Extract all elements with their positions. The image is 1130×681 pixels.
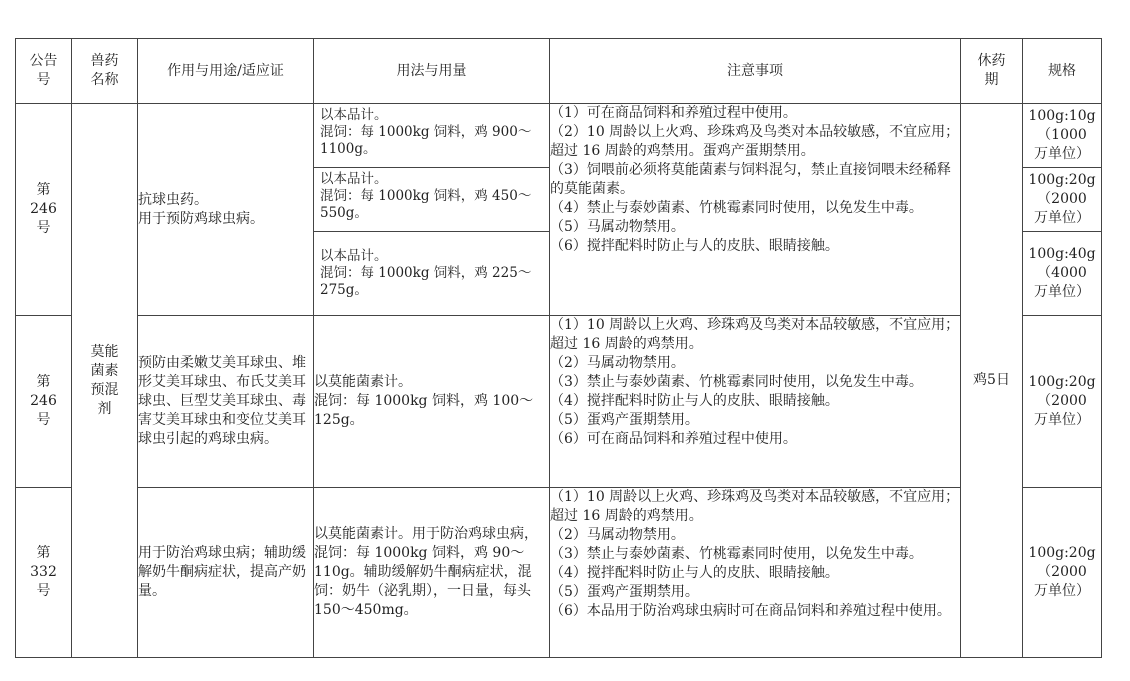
header-drug-name: 兽药 名称 bbox=[72, 39, 138, 104]
precautions-cell: （1）10 周龄以上火鸡、珍珠鸡及鸟类对本品较敏感，不宜应用；超过 16 周龄的鸡禁用。 （2）马属动物禁用。 （3）禁止与泰妙菌素、竹桃霉素同时使用，以免发生中毒。 （4）搅拌配料时防止与人的皮肤、眼睛接触。 （5）蛋鸡产蛋期禁用。 （6）可在商品饲料和养殖过程中使用。 bbox=[550, 316, 961, 488]
indication-cell: 预防由柔嫩艾美耳球虫、堆形艾美耳球虫、布氏艾美耳球虫、巨型艾美耳球虫、毒害艾美耳球虫和变位艾美耳球虫引起的鸡球虫病。 bbox=[138, 316, 314, 488]
dosage-cell: 以本品计。 混饲：每 1000kg 饲料，鸡 225～275g。 bbox=[314, 232, 550, 316]
header-dosage: 用法与用量 bbox=[314, 39, 550, 104]
announcement-cell: 第 332 号 bbox=[16, 488, 72, 658]
dosage-cell: 以莫能菌素计。用于防治鸡球虫病，混饲：每 1000kg 饲料，鸡 90～110g。辅助缓解奶牛酮病症状，混饲：奶牛（泌乳期），一日量，每头 150～450mg。 bbox=[314, 488, 550, 658]
dosage-cell: 以本品计。 混饲：每 1000kg 饲料，鸡 450～550g。 bbox=[314, 168, 550, 232]
precautions-cell: （1）10 周龄以上火鸡、珍珠鸡及鸟类对本品较敏感，不宜应用；超过 16 周龄的鸡禁用。 （2）马属动物禁用。 （3）禁止与泰妙菌素、竹桃霉素同时使用，以免发生中毒。 （4）搅拌配料时防止与人的皮肤、眼睛接触。 （5）蛋鸡产蛋期禁用。 （6）本品用于防治鸡球虫病时可在商品饲料和养殖过程中使用。 bbox=[550, 488, 961, 658]
header-withdrawal: 休药 期 bbox=[961, 39, 1023, 104]
spec-cell: 100g:20g （2000 万单位） bbox=[1023, 316, 1102, 488]
header-specification: 规格 bbox=[1023, 39, 1102, 104]
withdrawal-cell: 鸡5日 bbox=[961, 104, 1023, 658]
announcement-cell: 第 246 号 bbox=[16, 316, 72, 488]
indication-cell: 用于防治鸡球虫病；辅助缓解奶牛酮病症状，提高产奶量。 bbox=[138, 488, 314, 658]
table-row bbox=[16, 316, 1102, 488]
precautions-cell: （1）可在商品饲料和养殖过程中使用。 （2）10 周龄以上火鸡、珍珠鸡及鸟类对本品较敏感，不宜应用；超过 16 周龄的鸡禁用。蛋鸡产蛋期禁用。 （3）饲喂前必须将莫能菌素与饲料混匀，禁止直接饲喂未经稀释的莫能菌素。 （4）禁止与泰妙菌素、竹桃霉素同时使用，以免发生中毒。 （5）马属动物禁用。 （6）搅拌配料时防止与人的皮肤、眼睛接触。 bbox=[550, 104, 961, 316]
spec-cell: 100g:40g （4000 万单位） bbox=[1023, 232, 1102, 316]
drug-name-cell: 莫能 菌素 预混 剂 bbox=[72, 104, 138, 658]
header-row bbox=[16, 39, 1102, 104]
indication-cell: 抗球虫药。 用于预防鸡球虫病。 bbox=[138, 104, 314, 316]
spec-cell: 100g:20g （2000 万单位） bbox=[1023, 168, 1102, 232]
table-row bbox=[16, 488, 1102, 658]
dosage-cell: 以本品计。 混饲：每 1000kg 饲料，鸡 900～1100g。 bbox=[314, 104, 550, 168]
announcement-cell: 第 246 号 bbox=[16, 104, 72, 316]
table-row bbox=[16, 104, 1102, 168]
spec-cell: 100g:10g （1000 万单位） bbox=[1023, 104, 1102, 168]
header-precautions: 注意事项 bbox=[550, 39, 961, 104]
header-announcement-no: 公告 号 bbox=[16, 39, 72, 104]
dosage-cell: 以莫能菌素计。 混饲：每 1000kg 饲料，鸡 100～125g。 bbox=[314, 316, 550, 488]
header-indications: 作用与用途/适应证 bbox=[138, 39, 314, 104]
drug-regulation-table bbox=[15, 38, 1102, 658]
spec-cell: 100g:20g （2000 万单位） bbox=[1023, 488, 1102, 658]
